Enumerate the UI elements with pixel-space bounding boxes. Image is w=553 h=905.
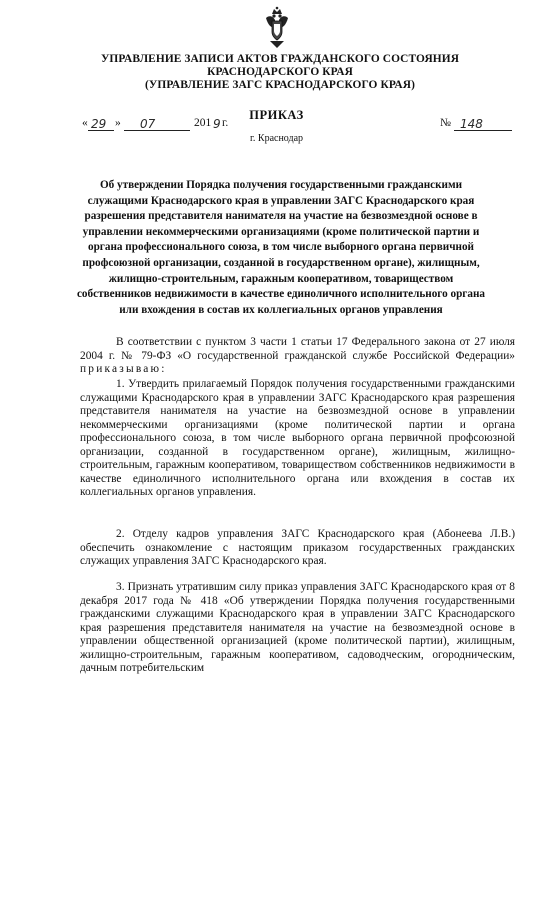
orders-word: приказываю: [80,363,167,375]
coat-of-arms-icon [264,6,290,50]
preamble-text: В соответствии с пунктом 3 части 1 статьи 17 Федерального закона от 27 июля 2004 г. № 79-ФЗ «О государственной гражданской службе Российской Федерации» [80,336,515,362]
date-close-quote: » [115,117,121,129]
item-1-paragraph [80,378,515,500]
date-month: 07 [140,117,156,131]
order-title: ПРИКАЗ [249,108,304,122]
item-2-paragraph [80,528,515,569]
date-open-quote: « [82,117,88,129]
preamble-paragraph [80,336,515,377]
date-day: 29 [91,117,107,131]
item-2-text: 2. Отделу кадров управления ЗАГС Краснодарского края (Абонеева Л.В.) обеспечить ознакомление с настоящим приказом государственных гражданских служащих управления ЗАГС Краснодарского края. [80,528,515,567]
date-year-suffix: 9 [213,117,221,131]
date-year-label: г. [222,117,229,129]
date-year-prefix: 201 [194,117,212,129]
item-3-text: 3. Признать утратившим силу приказ управления ЗАГС Краснодарского края от 8 декабря 2017 года № 418 «Об утверждении Порядка получения государственными гражданскими служащими Краснодарского края в управлении ЗАГС Краснодарского края разрешения представителя нанимателя на участие на безвозмездной основе в управлении общественной организацией (кроме политической партии), жилищным, жилищно-строительным, гаражным кооперативом, садоводческим, огородническим, дачным потребительским [80,581,515,674]
organization-name-line-3: (УПРАВЛЕНИЕ ЗАГС КРАСНОДАРСКОГО КРАЯ) [145,79,415,91]
organization-name-line-1: УПРАВЛЕНИЕ ЗАПИСИ АКТОВ ГРАЖДАНСКОГО СОСТОЯНИЯ [100,53,460,65]
number-label: № [440,117,451,129]
order-subject: Об утверждении Порядка получения государственными гражданскими служащими Краснодарского края в управлении ЗАГС Краснодарского края разрешения представителя нанимателя на участие на безвозмездной основе в управлении некоммерческими организациями (кроме политической партии и органа профессионального союза, в том числе выборного органа первичной профсоюзной организации, созданной в государственном органе), жилищным, жилищно-строительным, гаражным кооперативом, товариществом собственников недвижимости в качестве единоличного исполнительного органа или вхождения в состав их коллегиальных органов управления [76,179,486,316]
item-3-paragraph [80,581,515,676]
date-month-underline [124,130,190,131]
organization-name-line-2: КРАСНОДАРСКОГО КРАЯ [207,66,353,78]
number-value: 148 [460,117,483,131]
city-label: г. Краснодар [249,133,304,144]
item-1-text: 1. Утвердить прилагаемый Порядок получения государственными гражданскими служащими Краснодарского края в управлении ЗАГС Краснодарского края разрешения представителя нанимателя на участие на безвозмездной основе в управлении некоммерческими организациями (кроме политической партии и органа профессионального союза, в том числе выборного органа первичной профсоюзной организации, созданной в государственном органе), жилищным, жилищно-строительным, гаражным кооперативом, товариществом собственников недвижимости в качестве единоличного исполнительного органа или вхождения в состав их коллегиальных органов управления. [80,378,515,498]
